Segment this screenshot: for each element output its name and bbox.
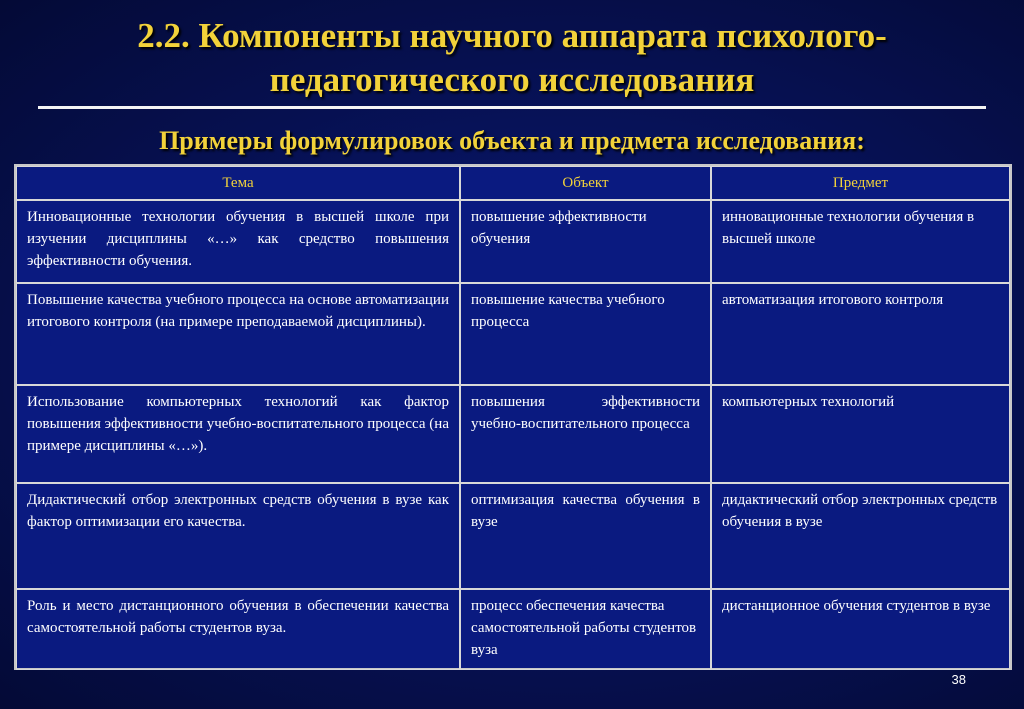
cell-object: повышения эффективности учебно-воспитательного процесса — [460, 385, 711, 483]
cell-object: процесс обеспечения качества самостоятельной работы студентов вуза — [460, 589, 711, 670]
cell-topic: Дидактический отбор электронных средств обучения в вузе как фактор оптимизации его качества. — [16, 483, 460, 589]
cell-subject: автоматизация итогового контроля — [711, 283, 1010, 385]
title-divider — [38, 106, 986, 109]
slide-title — [0, 14, 1024, 102]
table-row — [16, 483, 1010, 589]
examples-table — [16, 166, 1010, 670]
cell-subject: инновационные технологии обучения в высшей школе — [711, 200, 1010, 283]
header-subject: Предмет — [711, 166, 1010, 200]
table-row — [16, 385, 1010, 483]
cell-topic: Использование компьютерных технологий как фактор повышения эффективности учебно-воспитательного процесса (на примере дисциплины «…»). — [16, 385, 460, 483]
slide-subtitle: Примеры формулировок объекта и предмета исследования: — [159, 126, 865, 155]
page-number: 38 — [951, 672, 966, 687]
cell-object: повышение качества учебного процесса — [460, 283, 711, 385]
cell-object: повышение эффективности обучения — [460, 200, 711, 283]
table-row — [16, 283, 1010, 385]
cell-object: оптимизация качества обучения в вузе — [460, 483, 711, 589]
slide-title-line-2: педагогического исследования — [269, 60, 755, 99]
slide-title-line-1: 2.2. Компоненты научного аппарата психолого- — [137, 16, 887, 55]
examples-table-container — [14, 164, 1012, 670]
cell-topic: Повышение качества учебного процесса на основе автоматизации итогового контроля (на примере преподаваемой дисциплины). — [16, 283, 460, 385]
cell-topic: Инновационные технологии обучения в высшей школе при изучении дисциплины «…» как средство повышения эффективности обучения. — [16, 200, 460, 283]
cell-subject: компьютерных технологий — [711, 385, 1010, 483]
cell-topic: Роль и место дистанционного обучения в обеспечении качества самостоятельной работы студентов вуза. — [16, 589, 460, 670]
cell-subject: дидактический отбор электронных средств обучения в вузе — [711, 483, 1010, 589]
cell-subject: дистанционное обучения студентов в вузе — [711, 589, 1010, 670]
header-topic: Тема — [16, 166, 460, 200]
header-object: Объект — [460, 166, 711, 200]
table-header-row — [16, 166, 1010, 200]
table-row — [16, 200, 1010, 283]
table-row — [16, 589, 1010, 670]
